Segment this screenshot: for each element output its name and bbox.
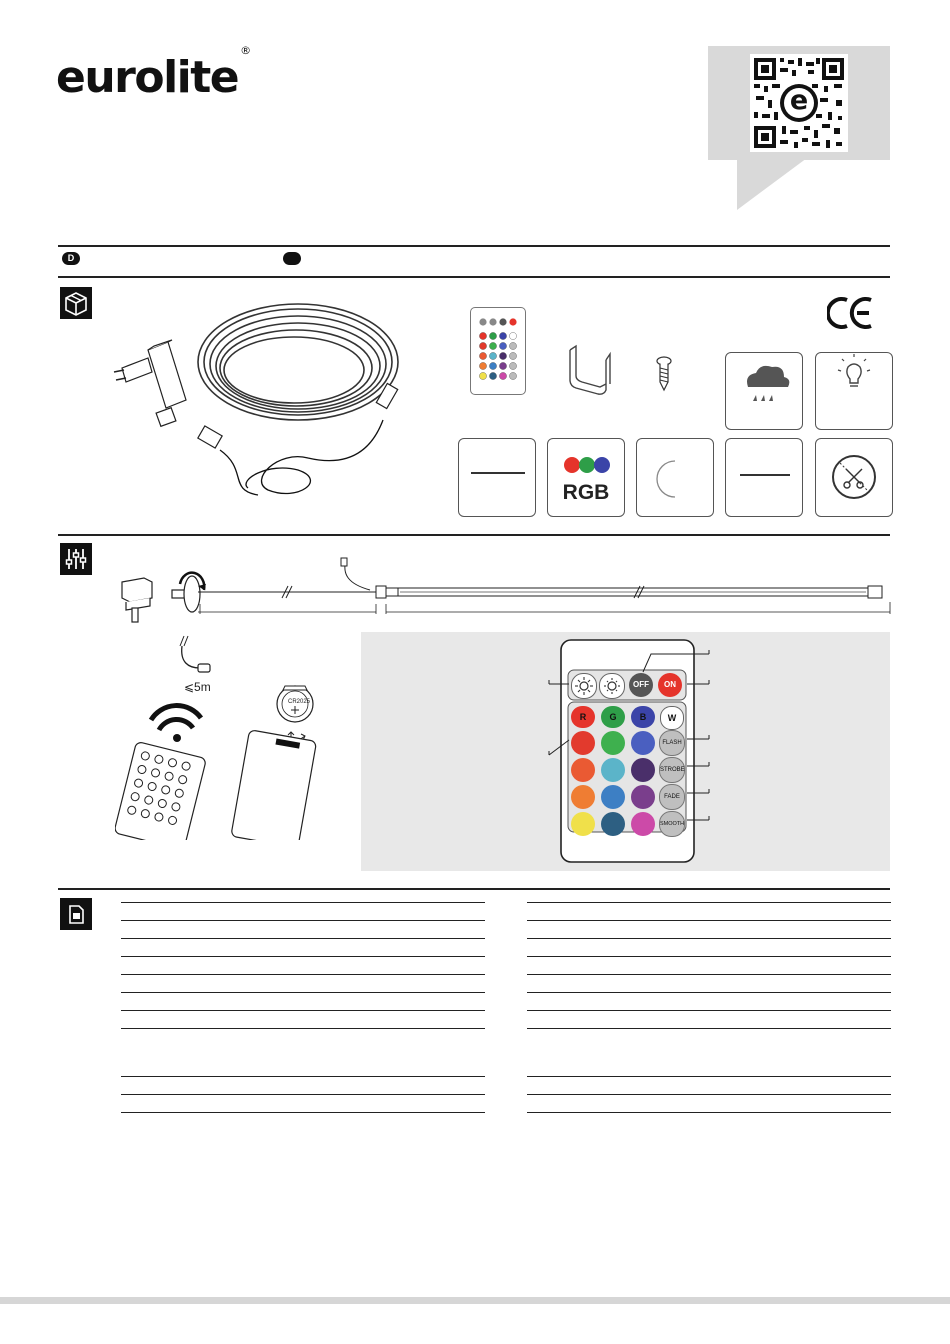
color-button[interactable]	[571, 731, 595, 755]
color-button[interactable]	[601, 785, 625, 809]
scissors-icon	[816, 439, 892, 516]
rain-cloud-icon	[726, 353, 802, 429]
settings-section-icon	[60, 543, 92, 575]
light-bulb-tile	[815, 352, 893, 430]
battery-replacement-illustration	[225, 680, 335, 840]
brightness-down-button[interactable]	[599, 673, 625, 699]
spec-cell	[527, 975, 709, 993]
color-button[interactable]	[571, 785, 595, 809]
mini-remote-button	[509, 362, 516, 369]
spec-cell	[709, 1029, 891, 1077]
spec-cell	[527, 993, 709, 1011]
spec-cell	[709, 939, 891, 957]
spec-cell	[527, 957, 709, 975]
spec-cell	[121, 903, 303, 921]
white-button[interactable]: W	[660, 706, 684, 730]
mini-remote-button	[489, 362, 496, 369]
remote-buttons-layer	[361, 632, 890, 871]
mini-remote-button	[489, 372, 496, 379]
color-button[interactable]	[631, 758, 655, 782]
spec-cell	[709, 903, 891, 921]
rgb-tile	[547, 438, 625, 517]
header-bottom-rule	[58, 276, 890, 278]
spec-cell	[121, 993, 303, 1011]
mini-remote-button	[499, 352, 506, 359]
rgb-label: RGB	[562, 481, 610, 504]
mini-remote-button	[479, 332, 486, 339]
mini-remote-button	[489, 332, 496, 339]
blue-button[interactable]: B	[631, 706, 655, 728]
spec-cell	[121, 957, 303, 975]
color-button[interactable]	[571, 758, 595, 782]
spec-cell	[121, 939, 303, 957]
spec-cell	[709, 993, 891, 1011]
specs-table-left	[121, 902, 485, 1113]
document-section-icon	[60, 898, 92, 930]
spec-cell	[121, 921, 303, 939]
sun-dim-icon	[600, 674, 624, 698]
mini-remote-button	[479, 342, 486, 349]
flash-button[interactable]: FLASH	[659, 730, 685, 756]
spec-cell	[121, 1095, 303, 1113]
rgb-circles-icon	[562, 455, 612, 475]
mini-remote-button	[479, 362, 486, 369]
spec-cell	[303, 1011, 485, 1029]
color-button[interactable]	[631, 731, 655, 755]
mini-remote-button	[499, 342, 506, 349]
spec-cell	[709, 1077, 891, 1095]
round-profile-tile	[636, 438, 714, 517]
screw-icon	[654, 356, 674, 392]
spec-cell	[121, 975, 303, 993]
color-button[interactable]	[601, 758, 625, 782]
package-section-icon	[60, 287, 92, 319]
mini-remote-button	[509, 372, 516, 379]
color-button[interactable]	[631, 785, 655, 809]
spec-cell	[303, 1029, 485, 1077]
spec-cell	[709, 957, 891, 975]
battery-label: CR2025	[288, 699, 311, 705]
on-button[interactable]: ON	[658, 673, 682, 697]
color-button[interactable]	[571, 812, 595, 836]
mini-remote-button	[499, 318, 506, 325]
header-top-rule	[58, 245, 890, 247]
mini-remote-button	[499, 362, 506, 369]
spec-cell	[709, 1011, 891, 1029]
line-tile-1	[458, 438, 536, 517]
product-illustration	[108, 290, 418, 512]
spec-cell	[121, 1029, 303, 1077]
smooth-button[interactable]: SMOOTH	[659, 811, 685, 837]
section-install-rule	[58, 534, 890, 536]
brightness-up-button[interactable]	[571, 673, 597, 699]
qr-center-letter: e	[789, 85, 809, 116]
spec-cell	[527, 921, 709, 939]
light-bulb-icon	[816, 353, 892, 429]
green-button[interactable]: G	[601, 706, 625, 728]
mini-remote-button	[489, 318, 496, 325]
lang-badge-d[interactable]: D	[62, 252, 80, 265]
lang-badge-2[interactable]	[283, 252, 301, 265]
remote-signal-illustration	[115, 690, 225, 840]
spec-cell	[527, 1095, 709, 1113]
mini-remote-button	[509, 352, 516, 359]
mini-remote-button	[479, 352, 486, 359]
spec-cell	[303, 957, 485, 975]
spec-cell	[303, 939, 485, 957]
strip-connection-diagram	[110, 552, 900, 632]
specs-table-right	[527, 902, 891, 1113]
spec-cell	[121, 1011, 303, 1029]
mini-remote-button	[489, 342, 496, 349]
ir-sensor-icon	[170, 632, 220, 682]
brand-logo: eurolite®	[56, 44, 252, 103]
red-button[interactable]: R	[571, 706, 595, 728]
line-tile-2	[725, 438, 803, 517]
spec-cell	[303, 1077, 485, 1095]
spec-cell	[303, 1095, 485, 1113]
mini-remote-button	[499, 332, 506, 339]
spec-cell	[527, 1029, 709, 1077]
mini-remote-button	[509, 342, 516, 349]
sun-icon	[572, 674, 596, 698]
outdoor-rain-tile	[725, 352, 803, 430]
mini-remote-button	[509, 318, 516, 325]
spec-cell	[527, 903, 709, 921]
color-button[interactable]	[601, 731, 625, 755]
footer-bar	[0, 1297, 950, 1304]
spec-cell	[303, 975, 485, 993]
mini-remote-button	[509, 332, 516, 339]
spec-cell	[527, 1077, 709, 1095]
spec-cell	[527, 939, 709, 957]
spec-cell	[527, 1011, 709, 1029]
mini-remote-button	[479, 318, 486, 325]
mounting-clip-icon	[562, 340, 614, 396]
spec-cell	[709, 975, 891, 993]
off-button[interactable]: OFF	[629, 673, 653, 697]
spec-cell	[303, 921, 485, 939]
color-button[interactable]	[631, 812, 655, 836]
distance-label: ⩽5m	[184, 680, 211, 694]
spec-cell	[709, 1095, 891, 1113]
mini-remote-button	[479, 372, 486, 379]
cuttable-tile	[815, 438, 893, 517]
qr-bubble-tail	[737, 158, 807, 210]
ce-mark-icon	[827, 296, 877, 330]
crescent-icon	[637, 439, 713, 516]
spec-cell	[303, 903, 485, 921]
accessory-remote-control	[470, 307, 526, 395]
spec-cell	[709, 921, 891, 939]
spec-cell	[121, 1077, 303, 1095]
strobe-button[interactable]: STROBE	[659, 757, 685, 783]
mini-remote-button	[499, 372, 506, 379]
fade-button[interactable]: FADE	[659, 784, 685, 810]
section-specs-rule	[58, 888, 890, 890]
spec-cell	[303, 993, 485, 1011]
color-button[interactable]	[601, 812, 625, 836]
mini-remote-button	[489, 352, 496, 359]
qr-code[interactable]	[750, 54, 848, 152]
